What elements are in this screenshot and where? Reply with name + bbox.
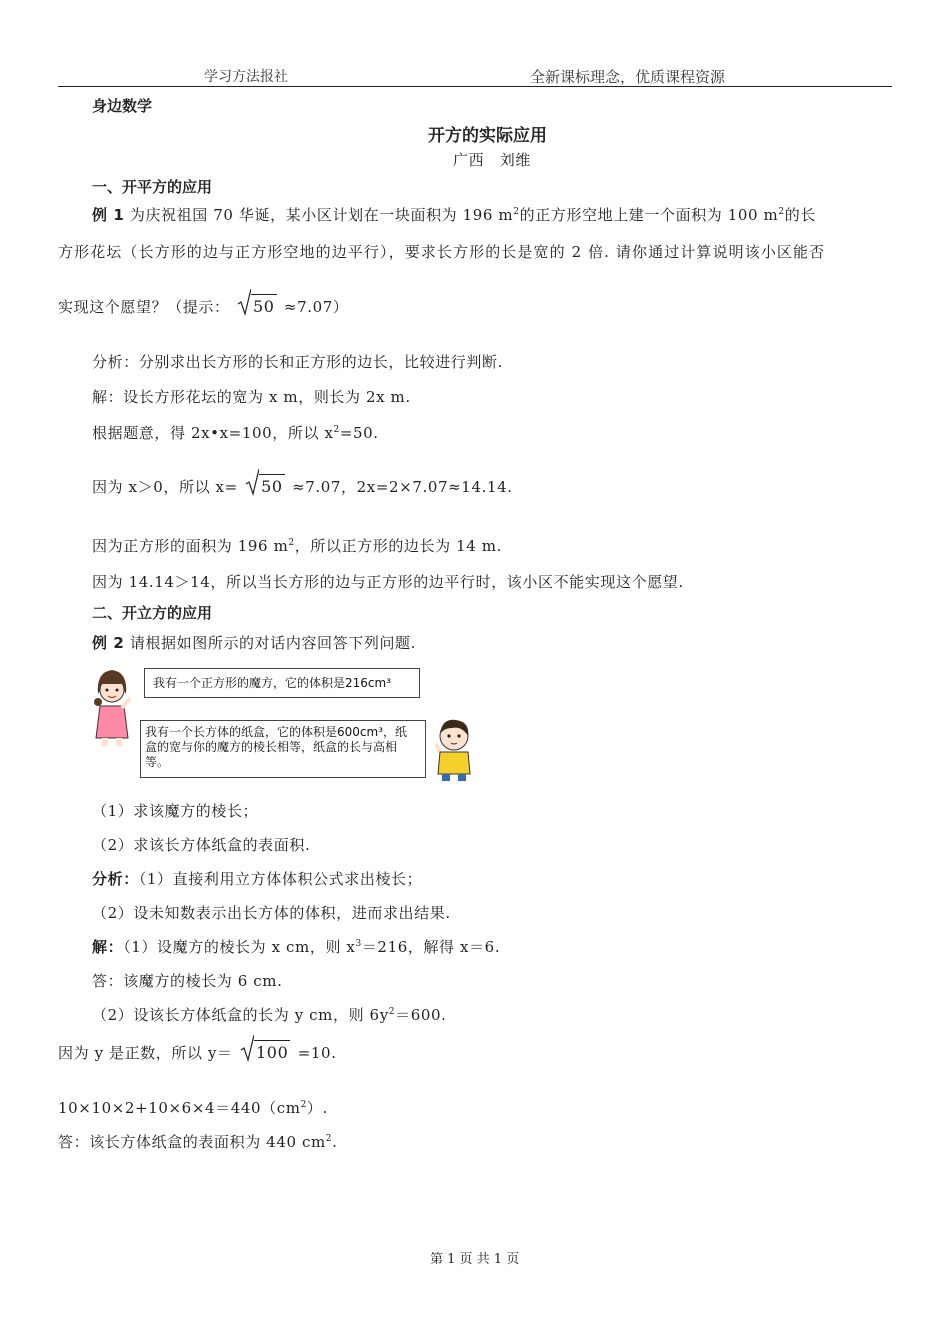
solution2-label: 解：: [92, 938, 124, 956]
analysis2-line1: 分析：（1）直接利用立方体体积公式求出棱长；: [92, 870, 423, 888]
solution1-line3: 因为 x＞0，所以 x= 50 ≈7.07，2x=2×7.07≈14.14.: [92, 474, 513, 497]
column-label: 身边数学: [92, 97, 153, 115]
header-left: 学习方法报社: [204, 69, 288, 85]
solution1-line1: 解：设长方形花坛的宽为 x m，则长为 2x m.: [92, 388, 411, 406]
example1-label: 例 1: [92, 206, 125, 224]
analysis2-line2: （2）设未知数表示出长方体的体积，进而求出结果.: [92, 904, 451, 922]
example2-line: 例 2 请根据如图所示的对话内容回答下列问题.: [92, 634, 417, 652]
girl-illustration: [92, 664, 132, 748]
example1-line3: 实现这个愿望？（提示： 50 ≈7.07）: [58, 294, 349, 317]
solution1-line5: 因为 14.14＞14，所以当长方形的边与正方形的边平行时，该小区不能实现这个愿望.: [92, 573, 684, 591]
solution2-line3: 因为 y 是正数，所以 y＝ 100 =10.: [58, 1040, 337, 1063]
sqrt-50-solution: 50: [245, 474, 285, 496]
header-divider: [58, 86, 892, 87]
header-right: 全新课标理念，优质课程资源: [530, 68, 726, 86]
solution1-line4: 因为正方形的面积为 196 $m^2$，所以正方形的边长为 14 m.: [92, 537, 502, 555]
solution1-line2: 根据题意，得 2x•x=100，所以 $x^2=50$.: [92, 424, 379, 442]
example1-line2: 方形花坛（长方形的边与正方形空地的边平行），要求长方形的长是宽的 2 倍. 请你通过计算说明该小区能否: [58, 243, 826, 261]
speech-bubble-boy: 我有一个长方体的纸盒，它的体积是600cm³，纸 盒的宽与你的魔方的棱长相等，纸盒的长与高相 等。: [140, 720, 426, 778]
article-author: 广西 刘维: [453, 151, 532, 169]
page-footer: 第 1 页 共 1 页: [430, 1252, 520, 1267]
answer2: 答：该长方体纸盒的表面积为 440 $cm^2$.: [58, 1133, 338, 1151]
section1-heading: 一、开平方的应用: [92, 178, 213, 196]
analysis1: 分析：分别求出长方形的长和正方形的边长，比较进行判断.: [92, 353, 503, 371]
question2: （2）求该长方体纸盒的表面积.: [92, 836, 311, 854]
question1: （1）求该魔方的棱长；: [92, 802, 259, 820]
example2-label: 例 2: [92, 634, 125, 652]
analysis2-label: 分析：: [92, 870, 139, 888]
example1-line1: 例 1 为庆祝祖国 70 华诞，某小区计划在一块面积为 196 $m^2$的正方形空地上建一个面积为 100 $m^2$的长: [92, 206, 816, 224]
boy-illustration: [430, 716, 474, 782]
solution2-line4: $10\times 10\times 2+10\times 6\times 4=440(cm^2)$.: [58, 1099, 328, 1117]
sqrt-100: 100: [240, 1040, 290, 1062]
speech-bubble-girl: 我有一个正方形的魔方，它的体积是216cm³: [144, 668, 420, 698]
article-title: 开方的实际应用: [428, 126, 547, 146]
solution2-line2: （2）设该长方体纸盒的长为 y cm，则 $6y^2=600$.: [92, 1006, 447, 1024]
section2-heading: 二、开立方的应用: [92, 604, 213, 622]
answer1: 答：该魔方的棱长为 6 cm.: [92, 972, 283, 990]
sqrt-50-hint: 50: [237, 294, 277, 316]
solution2-line1: 解：（1）设魔方的棱长为 x cm，则 $x^3=216$，解得 x＝6.: [92, 938, 501, 956]
